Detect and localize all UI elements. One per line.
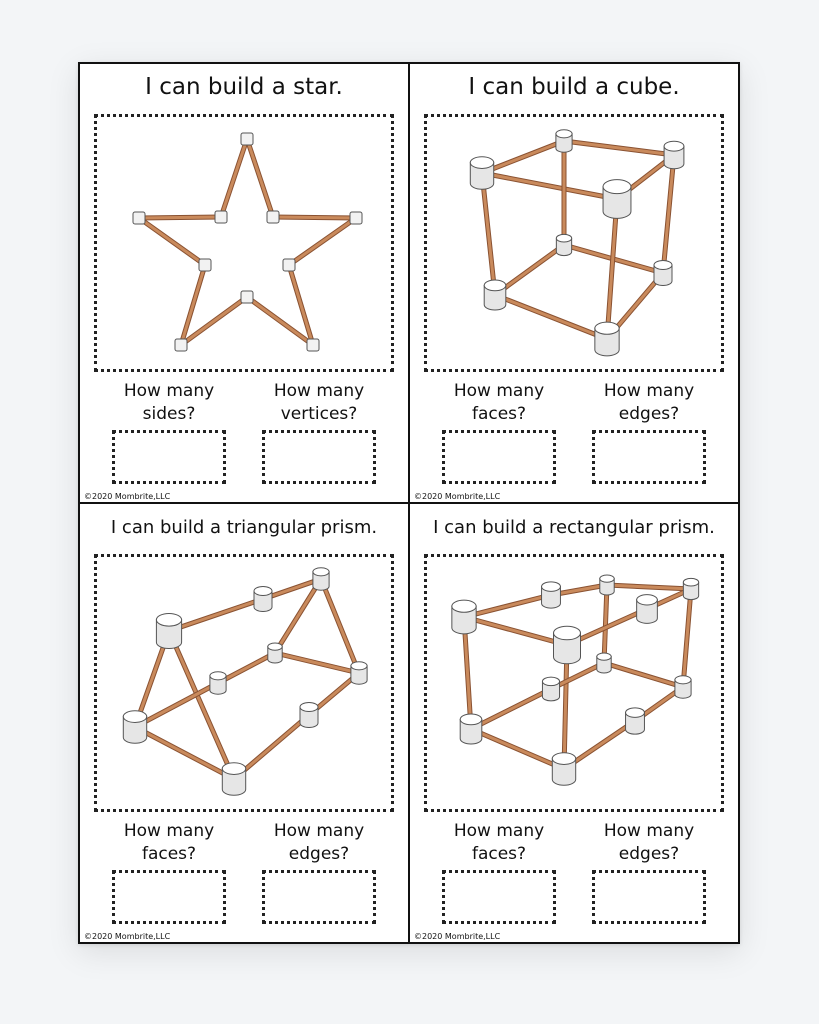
toothpick bbox=[464, 595, 551, 617]
toothpick bbox=[482, 173, 617, 199]
question-vertices bbox=[254, 380, 384, 426]
marshmallow bbox=[300, 703, 318, 728]
question-line: How many bbox=[603, 381, 695, 401]
toothpick bbox=[482, 141, 564, 173]
figure-frame bbox=[424, 114, 724, 372]
question-line: How many bbox=[273, 381, 365, 401]
toothpick bbox=[289, 218, 356, 265]
marshmallow bbox=[654, 261, 672, 286]
question-sides bbox=[104, 380, 234, 426]
question-faces bbox=[434, 820, 564, 866]
question-line: edges? bbox=[288, 844, 350, 864]
marshmallow bbox=[460, 714, 482, 744]
marshmallow bbox=[597, 653, 611, 673]
answer-box-faces[interactable] bbox=[112, 870, 226, 924]
marshmallow bbox=[241, 291, 253, 303]
question-edges bbox=[254, 820, 384, 866]
marshmallow bbox=[254, 587, 272, 612]
card-title: I can build a rectangular prism. bbox=[433, 517, 715, 538]
marshmallow bbox=[542, 677, 559, 701]
card-title: I can build a cube. bbox=[468, 74, 680, 100]
toothpick bbox=[169, 599, 263, 631]
marshmallow bbox=[556, 234, 571, 255]
toothpick bbox=[607, 585, 691, 589]
figure-frame bbox=[424, 554, 724, 812]
marshmallow bbox=[313, 568, 329, 591]
toothpick bbox=[663, 155, 674, 273]
question-line: faces? bbox=[141, 844, 197, 864]
question-line: faces? bbox=[471, 844, 527, 864]
figure-frame bbox=[94, 554, 394, 812]
question-line: How many bbox=[603, 821, 695, 841]
toothpick bbox=[321, 579, 359, 673]
question-edges bbox=[584, 380, 714, 426]
toothpick bbox=[604, 585, 607, 663]
copyright-text: ©2020 Mombrite,LLC bbox=[414, 492, 501, 501]
star-figure bbox=[97, 117, 391, 369]
marshmallow bbox=[156, 614, 181, 649]
marshmallow bbox=[268, 643, 282, 663]
marshmallow bbox=[484, 280, 506, 310]
question-line: sides? bbox=[142, 404, 196, 424]
marshmallow bbox=[675, 676, 691, 698]
marshmallow bbox=[542, 582, 561, 608]
question-line: How many bbox=[123, 381, 215, 401]
toothpick bbox=[135, 727, 234, 779]
marshmallow bbox=[350, 212, 362, 224]
question-line: How many bbox=[273, 821, 365, 841]
copyright-text: ©2020 Mombrite,LLC bbox=[84, 932, 171, 941]
worksheet-page bbox=[78, 62, 740, 944]
toothpick bbox=[464, 617, 567, 645]
question-line: edges? bbox=[618, 844, 680, 864]
marshmallow bbox=[175, 339, 187, 351]
toothpick bbox=[482, 173, 495, 295]
answer-box-faces[interactable] bbox=[442, 430, 556, 484]
copyright-text: ©2020 Mombrite,LLC bbox=[414, 932, 501, 941]
marshmallow bbox=[552, 753, 575, 786]
marshmallow bbox=[283, 259, 295, 271]
answer-box-edges[interactable] bbox=[592, 430, 706, 484]
toothpick bbox=[683, 589, 691, 687]
toothpick bbox=[221, 139, 247, 217]
toothpick bbox=[471, 689, 551, 729]
marshmallow bbox=[222, 763, 245, 796]
toothpick bbox=[471, 729, 564, 769]
marshmallow bbox=[600, 575, 614, 595]
toothpick bbox=[607, 199, 617, 339]
answer-box-edges[interactable] bbox=[592, 870, 706, 924]
marshmallow bbox=[683, 578, 698, 599]
marshmallow bbox=[637, 595, 658, 624]
question-faces bbox=[104, 820, 234, 866]
question-line: vertices? bbox=[280, 404, 358, 424]
question-faces bbox=[434, 380, 564, 426]
card-title: I can build a triangular prism. bbox=[110, 517, 378, 538]
toothpick bbox=[139, 218, 205, 265]
marshmallow bbox=[199, 259, 211, 271]
toothpick bbox=[247, 139, 273, 217]
card-cube bbox=[408, 62, 740, 504]
marshmallow bbox=[452, 600, 476, 634]
marshmallow bbox=[123, 711, 146, 744]
toothpick bbox=[139, 217, 221, 218]
marshmallow bbox=[626, 708, 645, 734]
question-line: edges? bbox=[618, 404, 680, 424]
marshmallow bbox=[595, 322, 619, 356]
answer-box-edges[interactable] bbox=[262, 870, 376, 924]
marshmallow bbox=[470, 157, 493, 190]
toothpick bbox=[604, 663, 683, 687]
toothpick bbox=[564, 141, 674, 155]
toothpick bbox=[275, 653, 359, 673]
answer-box-sides[interactable] bbox=[112, 430, 226, 484]
marshmallow bbox=[556, 130, 572, 152]
marshmallow bbox=[241, 133, 253, 145]
marshmallow bbox=[664, 141, 684, 168]
marshmallow bbox=[603, 180, 631, 219]
marshmallow bbox=[351, 662, 367, 685]
marshmallow bbox=[133, 212, 145, 224]
question-line: How many bbox=[123, 821, 215, 841]
cube-figure bbox=[427, 117, 721, 369]
card-rectangular-prism bbox=[408, 502, 740, 944]
answer-box-vertices[interactable] bbox=[262, 430, 376, 484]
toothpick bbox=[273, 217, 356, 218]
marshmallow bbox=[554, 626, 581, 664]
figure-frame bbox=[94, 114, 394, 372]
marshmallow bbox=[210, 672, 226, 695]
question-line: faces? bbox=[471, 404, 527, 424]
marshmallow bbox=[267, 211, 279, 223]
triangular-prism-figure bbox=[97, 557, 391, 809]
card-triangular-prism bbox=[78, 502, 410, 944]
copyright-text: ©2020 Mombrite,LLC bbox=[84, 492, 171, 501]
question-line: How many bbox=[453, 381, 545, 401]
card-title: I can build a star. bbox=[145, 74, 343, 100]
card-star bbox=[78, 62, 410, 504]
question-edges bbox=[584, 820, 714, 866]
toothpick bbox=[495, 295, 607, 339]
question-line: How many bbox=[453, 821, 545, 841]
answer-box-faces[interactable] bbox=[442, 870, 556, 924]
marshmallow bbox=[307, 339, 319, 351]
marshmallow bbox=[215, 211, 227, 223]
rectangular-prism-figure bbox=[427, 557, 721, 809]
